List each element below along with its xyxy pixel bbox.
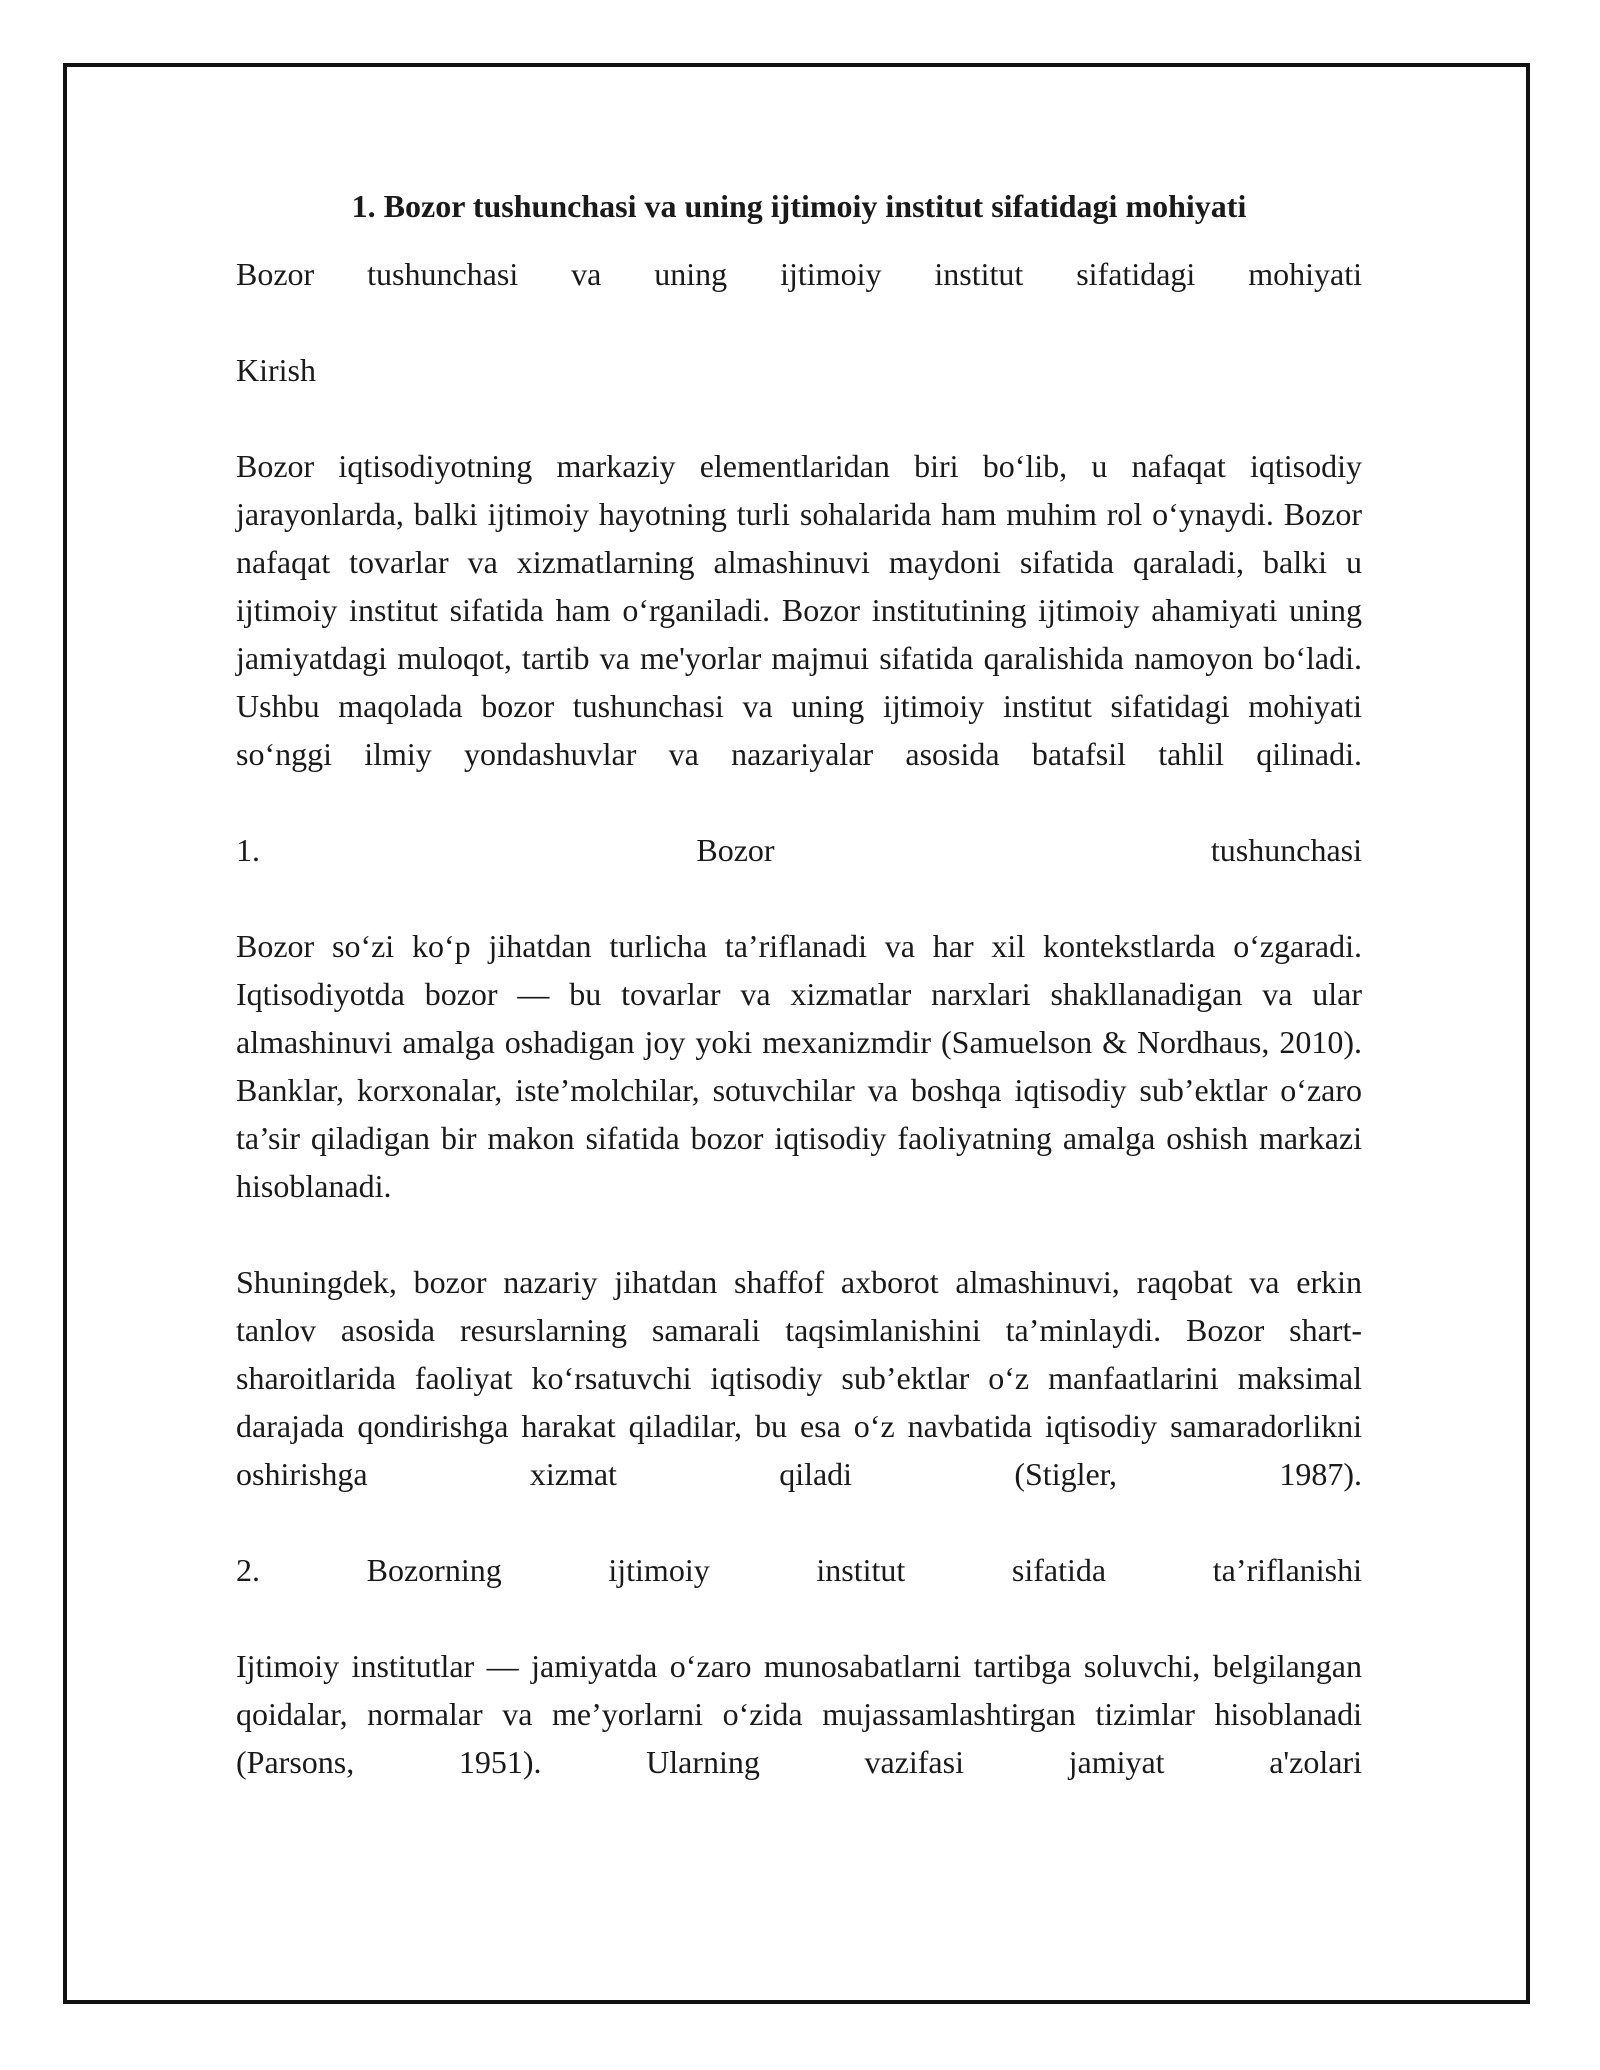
paragraph-spacer bbox=[236, 298, 1362, 346]
document-body bbox=[236, 182, 1362, 1786]
section-2-paragraph-1: Ijtimoiy institutlar — jamiyatda o‘zaro munosabatlarni tartibga soluvchi, belgilangan qoidalar, normalar va me’yorlarni o‘zida mujassamlashtirgan tizimlar hisoblanadi (Parsons, 1951). Ularning vazifasi jamiyat a'zolari bbox=[236, 1648, 1362, 1780]
document-title: 1. Bozor tushunchasi va uning ijtimoiy institut sifatidagi mohiyati bbox=[351, 188, 1247, 224]
intro-heading: Kirish bbox=[236, 352, 316, 388]
document-subtitle: Bozor tushunchasi va uning ijtimoiy institut sifatidagi mohiyati bbox=[236, 256, 1362, 292]
paragraph-spacer bbox=[236, 778, 1362, 826]
paragraph-spacer bbox=[236, 1210, 1362, 1258]
paragraph-spacer bbox=[236, 1594, 1362, 1642]
section-1-heading: 1. Bozor tushunchasi bbox=[236, 832, 1362, 868]
paragraph-spacer bbox=[236, 874, 1362, 922]
section-1-paragraph-1: Bozor so‘zi ko‘p jihatdan turlicha ta’riflanadi va har xil kontekstlarda o‘zgaradi. Iqtisodiyotda bozor — bu tovarlar va xizmatlar narxlari shakllanadigan va ular almashinuvi amalga oshadigan joy yoki mexanizmdir (Samuelson & Nordhaus, 2010). Banklar, korxonalar, iste’molchilar, sotuvchilar va boshqa iqtisodiy sub’ektlar o‘zaro ta’sir qiladigan bir makon sifatida bozor iqtisodiy faoliyatning amalga oshish markazi hisoblanadi. bbox=[236, 928, 1362, 1204]
section-2-heading: 2. Bozorning ijtimoiy institut sifatida ta’riflanishi bbox=[236, 1552, 1362, 1588]
paragraph-spacer bbox=[236, 394, 1362, 442]
paragraph-spacer bbox=[236, 1498, 1362, 1546]
intro-paragraph: Bozor iqtisodiyotning markaziy elementlaridan biri bo‘lib, u nafaqat iqtisodiy jarayonlarda, balki ijtimoiy hayotning turli sohalarida ham muhim rol o‘ynaydi. Bozor nafaqat tovarlar va xizmatlarning almashinuvi maydoni sifatida qaraladi, balki u ijtimoiy institut sifatida ham o‘rganiladi. Bozor institutining ijtimoiy ahamiyati uning jamiyatdagi muloqot, tartib va me'yorlar majmui sifatida qaralishida namoyon bo‘ladi. Ushbu maqolada bozor tushunchasi va uning ijtimoiy institut sifatidagi mohiyati so‘nggi ilmiy yondashuvlar va nazariyalar asosida batafsil tahlil qilinadi. bbox=[236, 448, 1362, 772]
section-1-paragraph-2: Shuningdek, bozor nazariy jihatdan shaffof axborot almashinuvi, raqobat va erkin tanlov asosida resurslarning samarali taqsimlanishini ta’minlaydi. Bozor shart-sharoitlarida faoliyat ko‘rsatuvchi iqtisodiy sub’ektlar o‘z manfaatlarini maksimal darajada qondirishga harakat qiladilar, bu esa o‘z navbatida iqtisodiy samaradorlikni oshirishga xizmat qiladi (Stigler, 1987). bbox=[236, 1264, 1362, 1492]
